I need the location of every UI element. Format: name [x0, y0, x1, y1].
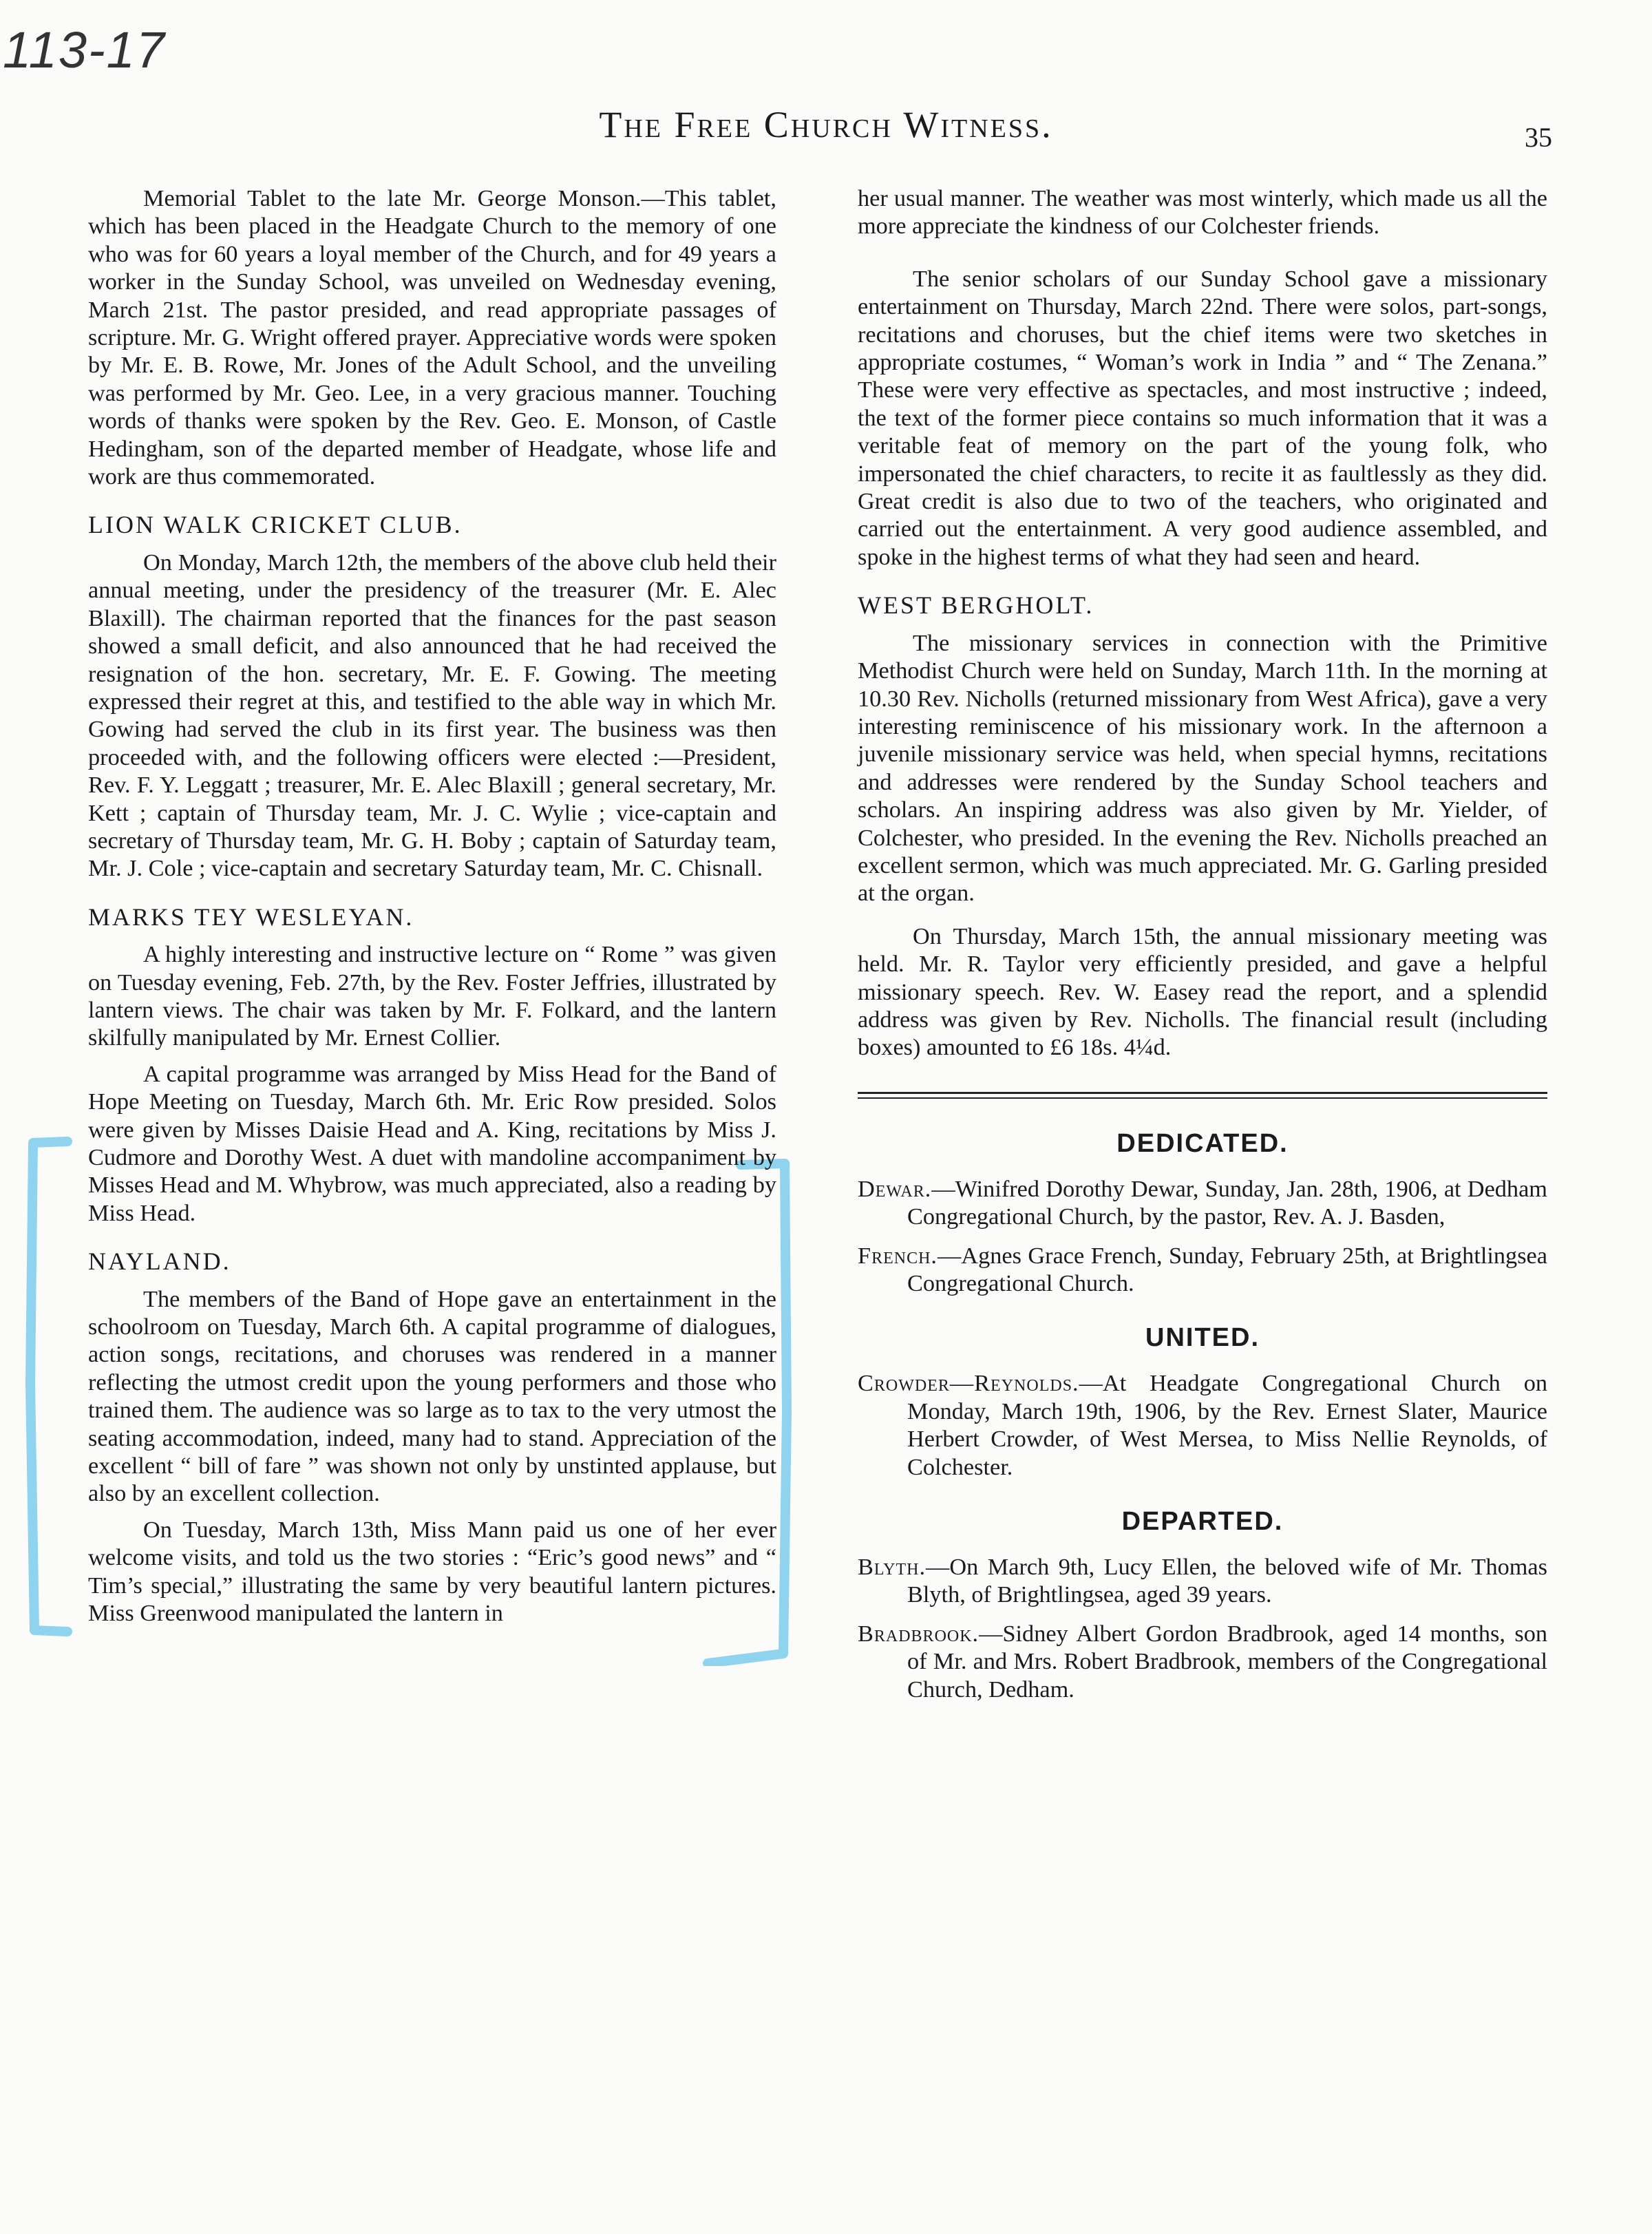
- marks-tey-heading: MARKS TEY WESLEYAN.: [88, 903, 414, 931]
- notice-text: —Winifred Dorothy Dewar, Sunday, Jan. 28th, 1906, at Dedham Congregational Church, by the pastor, Rev. A. J. Basden,: [907, 1175, 1547, 1230]
- west-bergholt-heading: WEST BERGHOLT.: [858, 591, 1094, 620]
- senior-scholars-paragraph: The senior scholars of our Sunday School gave a missionary entertainment on Thursday, March 22nd. There were solos, part-songs, recitations and choruses, but the chief items were two sketches in appropriate costumes, “ Woman’s work in India ” and “ The Zenana.” These were very effective as spectacles, and most instructive ; indeed, the text of the former piece contains so much information that it was a veritable feat of memory on the part of the young folk, who impersonated the chief characters, to recite it as faultlessly as they did. Great credit is also due to two of the teachers, who originated and carried out the entertainment. A very good audience assembled, and spoke in the highest terms of what they had seen and heard.: [858, 265, 1547, 570]
- handwritten-page-mark: 113-17: [3, 21, 166, 78]
- notice-entry: [858, 1175, 1547, 1231]
- memorial-tablet-paragraph: Memorial Tablet to the late Mr. George Monson.—This tablet, which has been placed in the Headgate Church to the memory of one who was for 60 years a loyal member of the Church, and for 49 years a worker in the Sunday School, was unveiled on Wednesday evening, March 21st. The pastor presided, and read appropriate passages of scripture. Mr. G. Wright offered prayer. Appreciative words were spoken by Mr. E. B. Rowe, Mr. Jones of the Adult School, and the unveiling was performed by Mr. Geo. Lee, in a very gracious manner. Touching words of thanks were spoken by the Rev. Geo. E. Monson, of Castle Hedingham, son of the departed member of Headgate, whose life and work are thus commemorated.: [88, 185, 776, 490]
- notice-entry: [858, 1369, 1547, 1481]
- marks-tey-programme-paragraph: A capital programme was arranged by Miss Head for the Band of Hope Meeting on Tuesday, March 6th. Mr. Eric Row presided. Solos were given by Misses Daisie Head and A. King, recitations by Miss J. Cudmore and Dorothy West. A duet with mandoline accompaniment by Misses Head and M. Whybrow, was much appreciated, also a reading by Miss Head.: [88, 1060, 776, 1226]
- notice-name: Bradbrook.: [858, 1620, 979, 1647]
- notice-text: —Sidney Albert Gordon Bradbrook, aged 14 months, son of Mr. and Mrs. Robert Bradbrook, members of the Congregational Church, Dedham.: [907, 1620, 1547, 1703]
- notice-entry: [858, 1242, 1547, 1298]
- colchester-friends-paragraph: her usual manner. The weather was most winterly, which made us all the more appreciate the kindness of our Colchester friends.: [858, 185, 1547, 240]
- notice-name: Crowder—Reynolds.: [858, 1370, 1079, 1397]
- page-number: 35: [1525, 122, 1552, 153]
- missionary-meeting-paragraph: On Thursday, March 15th, the annual missionary meeting was held. Mr. R. Taylor very efficiently presided, and gave a helpful missionary speech. Rev. W. Easey read the report, and a splendid address was given by Rev. Nicholls. The financial result (including boxes) amounted to £6 18s. 4¼d.: [858, 923, 1547, 1061]
- cricket-club-heading: LION WALK CRICKET CLUB.: [88, 511, 463, 539]
- notice-entry: [858, 1553, 1547, 1609]
- nayland-visit-paragraph: On Tuesday, March 13th, Miss Mann paid us one of her ever welcome visits, and told us the two stories : “Eric’s good news” and “ Tim’s special,” illustrating the same by very beautiful lantern pictures. Miss Greenwood manipulated the lantern in: [88, 1516, 776, 1627]
- dedicated-heading: DEDICATED.: [1116, 1128, 1289, 1158]
- nayland-entertainment-paragraph: The members of the Band of Hope gave an entertainment in the schoolroom on Tuesday, March 6th. A capital programme of dialogues, action songs, recitations, and choruses was rendered in a manner reflecting the utmost credit upon the young performers and those who trained them. The audience was so large as to tax to the very utmost the seating accommodation, indeed, many had to stand. Appreciation of the excellent “ bill of fare ” was shown not only by unstinted applause, but also by an excellent collection.: [88, 1285, 776, 1507]
- notice-text: —Agnes Grace French, Sunday, February 25th, at Brightlingsea Congregational Church.: [907, 1242, 1547, 1296]
- section-divider: [858, 1092, 1547, 1099]
- notice-entry: [858, 1620, 1547, 1703]
- departed-heading: DEPARTED.: [1121, 1507, 1284, 1537]
- right-column: [858, 185, 1547, 1703]
- left-column: [88, 185, 776, 1627]
- cricket-club-paragraph: On Monday, March 12th, the members of the above club held their annual meeting, under the presidency of the treasurer (Mr. E. Alec Blaxill). The chairman reported that the finances for the past season showed a small deficit, and also announced that he had received the resignation of the hon. secretary, Mr. E. F. Gowing. The meeting expressed their regret at this, and testified to the able way in which Mr. Gowing had served the club in its first year. The business was then proceeded with, and the following officers were elected :—President, Rev. F. Y. Leggatt ; treasurer, Mr. E. Alec Blaxill ; general secretary, Mr. Kett ; captain of Thursday team, Mr. J. C. Wylie ; vice-captain and secretary of Thursday team, Mr. G. H. Boby ; captain of Saturday team, Mr. J. Cole ; vice-captain and secretary Saturday team, Mr. C. Chisnall.: [88, 549, 776, 882]
- notice-text: —At Headgate Congregational Church on Monday, March 19th, 1906, by the Rev. Ernest Slater, Maurice Herbert Crowder, of West Mersea, to Miss Nellie Reynolds, of Colchester.: [907, 1370, 1547, 1480]
- journal-title: The Free Church Witness.: [599, 104, 1053, 145]
- notice-name: Dewar.: [858, 1175, 932, 1202]
- nayland-heading: NAYLAND.: [88, 1247, 231, 1276]
- united-heading: UNITED.: [1145, 1323, 1260, 1353]
- notice-name: French.: [858, 1242, 938, 1269]
- page-header: [0, 103, 1652, 158]
- notice-name: Blyth.: [858, 1554, 926, 1581]
- notice-text: —On March 9th, Lucy Ellen, the beloved wife of Mr. Thomas Blyth, of Brightlingsea, aged 39 years.: [907, 1554, 1547, 1608]
- marks-tey-lecture-paragraph: A highly interesting and instructive lecture on “ Rome ” was given on Tuesday evening, Feb. 27th, by the Rev. Foster Jeffries, illustrated by lantern views. The chair was taken by Mr. F. Folkard, and the lantern skilfully manipulated by Mr. Ernest Collier.: [88, 941, 776, 1051]
- west-bergholt-services-paragraph: The missionary services in connection with the Primitive Methodist Church were held on Sunday, March 11th. In the morning at 10.30 Rev. Nicholls (returned missionary from West Africa), gave a very interesting reminiscence of his missionary work. In the afternoon a juvenile missionary service was held, when special hymns, recitations and addresses were rendered by the Sunday School teachers and scholars. An inspiring address was also given by Mr. Yielder, of Colchester, who presided. In the evening the Rev. Nicholls preached an excellent sermon, which was much appreciated. Mr. G. Garling presided at the organ.: [858, 629, 1547, 907]
